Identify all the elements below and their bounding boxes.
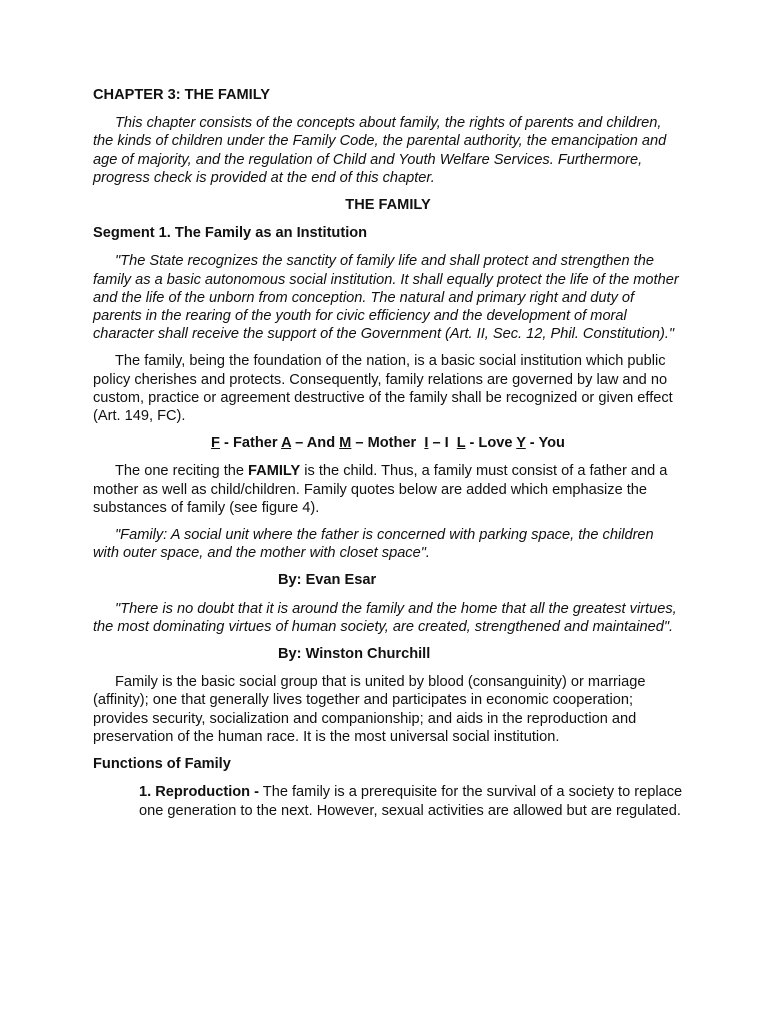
quote-winston-churchill-author: By: Winston Churchill (278, 646, 431, 663)
function-item-text: The family is a prerequisite for the survival of a society to replace one generation to the next. However, sexual activities are allowed but are regulated. (139, 784, 683, 819)
acronym-letter-a: A (281, 435, 292, 452)
acronym-letter-l: L (456, 435, 466, 452)
acronym-word-love: - Love (465, 435, 517, 452)
quote-evan-esar: "Family: A social unit where the father is concerned with parking space, the children with outer space, and the mother with closet space". (93, 527, 654, 562)
quote-winston-churchill: "There is no doubt that it is around the family and the home that all the greatest virtues, the most dominating virtues of human society, are created, strengthened and maintained". (93, 600, 677, 635)
acronym-word-mother: – Mother (351, 435, 425, 452)
document-page (93, 86, 683, 820)
acronym-letter-f: F (211, 435, 220, 452)
foundation-paragraph: The family, being the foundation of the nation, is a basic social institution which public policy cherishes and protects. Consequently, family relations are governed by law and no custom, practice or agreement destructive of the family shall be recognized or given effect (Art. 149, FC). (93, 353, 673, 425)
acronym-word-you: - You (525, 435, 565, 452)
segment-title: Segment 1. The Family as an Institution (93, 225, 368, 242)
acronym-word-and: – And (291, 435, 340, 452)
function-item-label: 1. Reproduction - (139, 784, 259, 801)
acronym-letter-m: M (339, 435, 352, 452)
acronym-word-father: - Father (219, 435, 282, 452)
functions-title: Functions of Family (93, 756, 231, 773)
constitution-quote: "The State recognizes the sanctity of family life and shall protect and strengthen the family as a basic autonomous social institution. It shall equally protect the life of the mother and the life of the unborn from conception. The natural and primary right and duty of parents in the rearing of the youth for civic efficiency and the development of moral character shall receive the support of the Government (Art. II, Sec. 12, Phil. Constitution)." (93, 253, 679, 343)
reciting-text-before: The one reciting the (115, 463, 249, 480)
reciting-paragraph (93, 462, 683, 517)
family-acronym (93, 434, 683, 452)
definition-paragraph: Family is the basic social group that is united by blood (consanguinity) or marriage (affinity); one that generally lives together and participates in economic cooperation; provides security, socialization and companionship; and aids in the reproduction and preservation of the human race. It is the most universal social institution. (93, 674, 646, 745)
function-item-reproduction (93, 783, 683, 819)
acronym-letter-y: Y (516, 435, 526, 452)
chapter-title: CHAPTER 3: THE FAMILY (93, 87, 271, 103)
reciting-text-after: is the child. Thus, a family must consist of a father and a mother as well as child/children. Family quotes below are added which emphasize the substances of family (see figure 4). (93, 463, 668, 516)
acronym-letter-i: I (424, 435, 429, 452)
chapter-intro: This chapter consists of the concepts about family, the rights of parents and children, the kinds of children under the Family Code, the parental authority, the emancipation and age of majority, and the regulation of Child and Youth Welfare Services. Furthermore, progress check is provided at the end of this chapter. (93, 115, 667, 186)
quote-evan-esar-author: By: Evan Esar (278, 572, 377, 589)
acronym-word-i: – I (428, 435, 457, 452)
section-title: THE FAMILY (345, 197, 431, 214)
reciting-text-bold: FAMILY (248, 463, 301, 480)
